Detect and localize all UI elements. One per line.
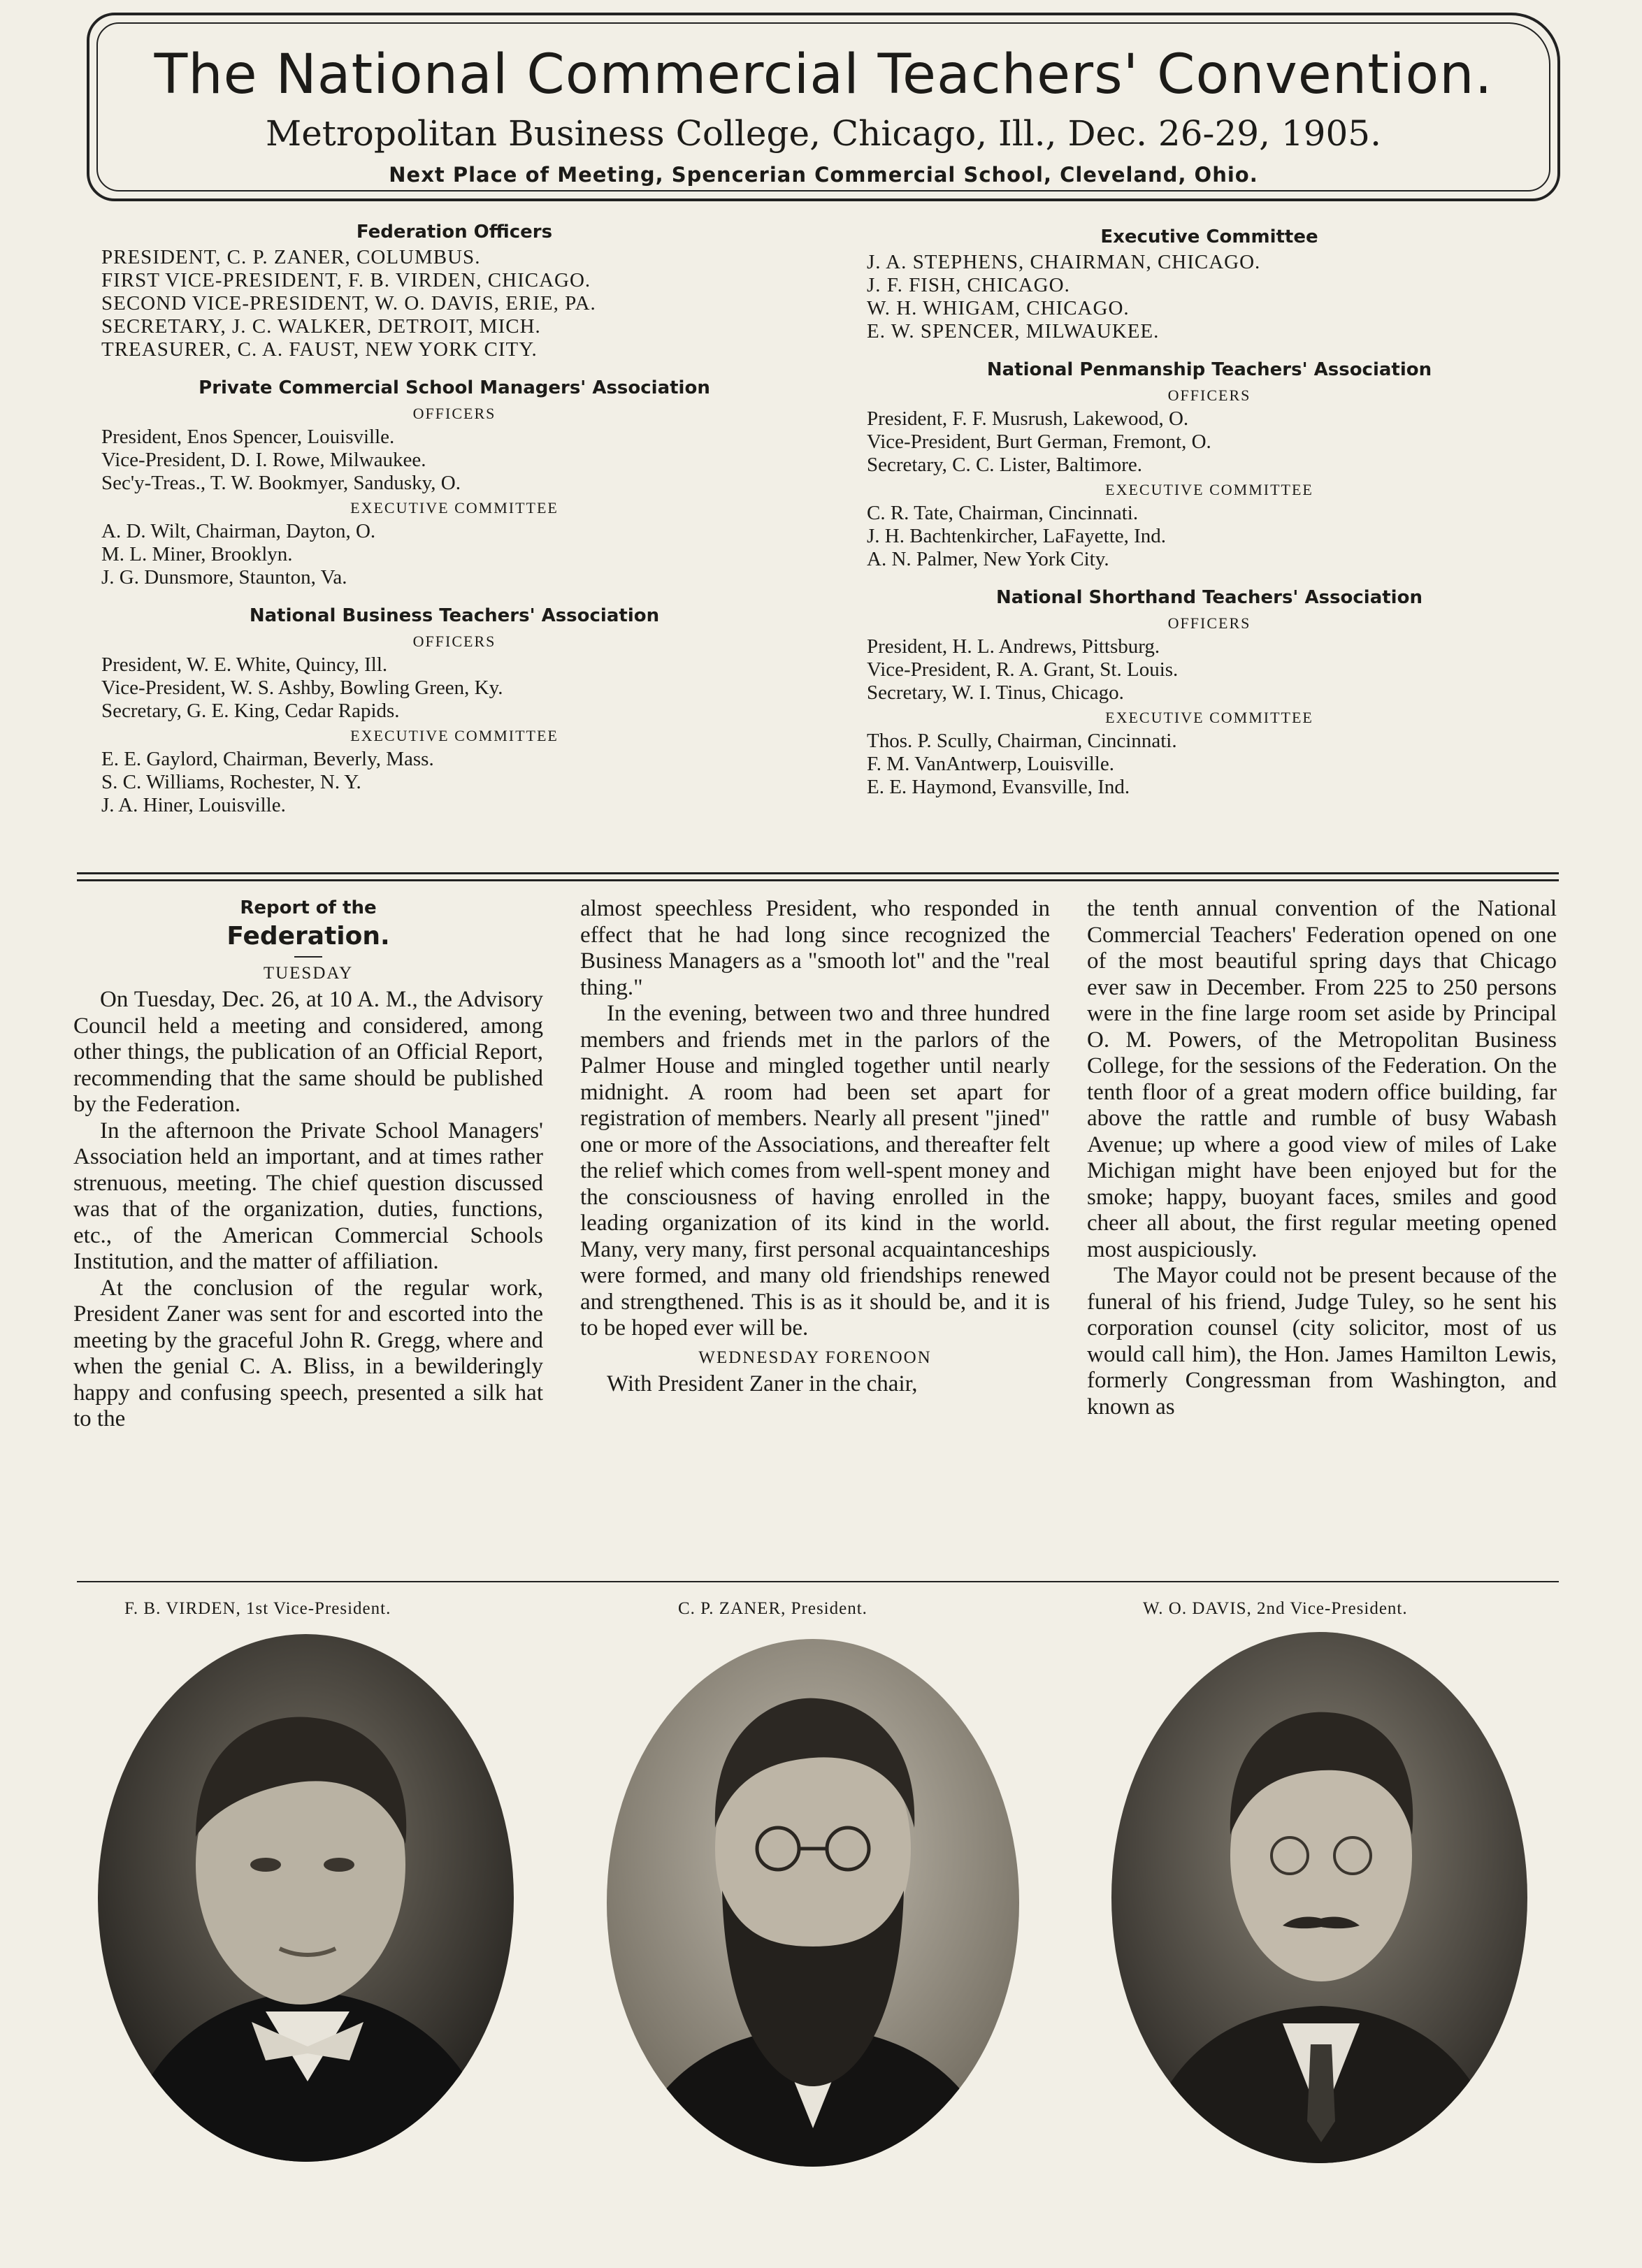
tuesday-subheading: TUESDAY	[263, 964, 354, 983]
list-item: S. C. Williams, Rochester, N. Y.	[101, 771, 361, 793]
list-item: SECRETARY, J. C. WALKER, DETROIT, MICH.	[101, 315, 541, 338]
list-item: Thos. P. Scully, Chairman, Cincinnati.	[867, 730, 1177, 752]
shorthand-teachers-heading: National Shorthand Teachers' Association	[996, 587, 1423, 608]
list-item: Vice-President, Burt German, Fremont, O.	[867, 431, 1211, 453]
list-item: J. H. Bachtenkircher, LaFayette, Ind.	[867, 525, 1167, 547]
portrait-divider	[77, 1581, 1559, 1582]
list-item: A. N. Palmer, New York City.	[867, 548, 1109, 570]
list-item: Vice-President, D. I. Rowe, Milwaukee.	[101, 449, 426, 471]
officers-right-column	[867, 220, 1552, 799]
paragraph: The Mayor could not be present because of the funeral of his friend, Judge Tuley, so he sent his corporation counsel (city solicitor, most of us would call him), the Hon. James Hamilton Lewis, formerly Congressman from Washington, and known as	[1087, 1263, 1557, 1420]
list-item: President, Enos Spencer, Louisville.	[101, 426, 395, 448]
executive-committee-list	[867, 251, 1552, 343]
list-item: TREASURER, C. A. FAUST, NEW YORK CITY.	[101, 338, 538, 361]
list-item: SECOND VICE-PRESIDENT, W. O. DAVIS, ERIE, PA.	[101, 292, 596, 315]
paragraph: In the afternoon the Private School Managers' Association held an important, and at times rather strenuous, meeting. The chief question discussed was that of the organization, duties, functions, etc., of the American Commercial Schools Institution, and the matter of affiliation.	[73, 1118, 543, 1274]
list-item: Secretary, G. E. King, Cedar Rapids.	[101, 700, 400, 722]
wednesday-subheading: WEDNESDAY FORENOON	[698, 1348, 932, 1367]
executive-committee-label: EXECUTIVE COMMITTEE	[1105, 709, 1313, 726]
list-item: President, W. E. White, Quincy, Ill.	[101, 653, 388, 676]
business-teachers-heading: National Business Teachers' Association	[249, 605, 660, 626]
list-item: Vice-President, R. A. Grant, St. Louis.	[867, 658, 1179, 681]
page-subtitle: Metropolitan Business College, Chicago, Ill., Dec. 26-29, 1905.	[266, 113, 1381, 154]
paragraph: the tenth annual convention of the National Commercial Teachers' Federation opened on one of the most beautiful spring days that Chicago ever saw in December. From 225 to 250 persons were in the fine large room set aside by Principal O. M. Powers, of the Metropolitan Business College, for the sessions of the Federation. On the tenth floor of a great modern office building, far above the rattle and rumble of busy Wabash Avenue; up where a good view of miles of Lake Michigan might have been enjoyed but for the smoke; happy, buoyant faces, smiles and good cheer all about, the first regular meeting opened most auspiciously.	[1087, 896, 1557, 1262]
officers-label: OFFICERS	[1167, 387, 1251, 404]
paragraph: On Tuesday, Dec. 26, at 10 A. M., the Advisory Council held a meeting and considered, among other things, the publication of an Official Report, recommending that the same should be published by the Federation.	[73, 987, 543, 1117]
report-column-2	[580, 896, 1050, 1397]
paragraph: In the evening, between two and three hundred members and friends met in the parlors of the Palmer House and mingled together until nearly midnight. A room had been set apart for registration of members. Nearly all present "jined" one or more of the Associations, and thereafter felt the relief which comes from well-spent money and the consciousness of having enrolled in the leading organization of its kind in the world. Many, very many, first personal acquaintanceships were formed, and many old friendships renewed and strengthened. This is as it should be, and it is to be hoped ever will be.	[580, 1001, 1050, 1341]
penmanship-teachers-heading: National Penmanship Teachers' Association	[986, 359, 1432, 380]
list-item: W. H. WHIGAM, CHICAGO.	[867, 297, 1130, 319]
list-item: J. F. FISH, CHICAGO.	[867, 274, 1070, 296]
list-item: PRESIDENT, C. P. ZANER, COLUMBUS.	[101, 246, 481, 268]
officers-left-column	[101, 215, 807, 817]
list-item: E. E. Gaylord, Chairman, Beverly, Mass.	[101, 748, 434, 770]
executive-committee-label: EXECUTIVE COMMITTEE	[350, 499, 559, 517]
portrait-davis-image	[1111, 1632, 1527, 2163]
report-column-3	[1087, 896, 1557, 1420]
federation-officers-list	[101, 246, 807, 361]
caption-zaner: C. P. ZANER, President.	[678, 1599, 867, 1618]
section-divider	[77, 872, 1559, 874]
federation-officers-heading: Federation Officers	[356, 222, 553, 243]
list-item: Vice-President, W. S. Ashby, Bowling Green, Ky.	[101, 677, 503, 699]
list-item: President, F. F. Musrush, Lakewood, O.	[867, 407, 1189, 430]
list-item: J. A. Hiner, Louisville.	[101, 794, 286, 816]
list-item: J. G. Dunsmore, Staunton, Va.	[101, 566, 347, 588]
list-item: C. R. Tate, Chairman, Cincinnati.	[867, 502, 1139, 524]
report-title: Federation.	[226, 922, 390, 951]
page-title: The National Commercial Teachers' Convention.	[154, 43, 1493, 106]
masthead-banner	[87, 13, 1560, 201]
list-item: Secretary, C. C. Lister, Baltimore.	[867, 454, 1142, 476]
portrait-virden-image	[98, 1634, 514, 2162]
list-item: E. E. Haymond, Evansville, Ind.	[867, 776, 1130, 798]
officers-label: OFFICERS	[412, 405, 496, 422]
paragraph: At the conclusion of the regular work, President Zaner was sent for and escorted into the meeting by the graceful John R. Gregg, where and when the genial C. A. Bliss, in a bewilderingly happy and confusing speech, presented a silk hat to the	[73, 1275, 543, 1431]
list-item: Sec'y-Treas., T. W. Bookmyer, Sandusky, O.	[101, 472, 461, 494]
list-item: J. A. STEPHENS, CHAIRMAN, CHICAGO.	[867, 251, 1261, 273]
list-item: F. M. VanAntwerp, Louisville.	[867, 753, 1114, 775]
list-item: A. D. Wilt, Chairman, Dayton, O.	[101, 520, 376, 542]
officers-label: OFFICERS	[1167, 614, 1251, 632]
list-item: E. W. SPENCER, MILWAUKEE.	[867, 320, 1160, 342]
executive-committee-label: EXECUTIVE COMMITTEE	[1105, 481, 1313, 498]
caption-davis: W. O. DAVIS, 2nd Vice-President.	[1143, 1599, 1408, 1618]
title-divider	[294, 956, 322, 958]
report-column-1	[73, 896, 543, 1433]
portrait-zaner-image	[607, 1639, 1019, 2167]
caption-virden: F. B. VIRDEN, 1st Vice-President.	[124, 1599, 391, 1618]
section-divider	[77, 879, 1559, 881]
list-item: President, H. L. Andrews, Pittsburg.	[867, 635, 1160, 658]
paragraph: almost speechless President, who responded in effect that he had long since recognized the Business Managers as a "smooth lot" and the "real thing."	[580, 896, 1050, 1000]
officers-label: OFFICERS	[412, 633, 496, 650]
private-managers-heading: Private Commercial School Managers' Association	[199, 377, 710, 398]
list-item: M. L. Miner, Brooklyn.	[101, 543, 293, 565]
list-item: FIRST VICE-PRESIDENT, F. B. VIRDEN, CHICAGO.	[101, 269, 591, 291]
executive-committee-label: EXECUTIVE COMMITTEE	[350, 727, 559, 744]
paragraph: With President Zaner in the chair,	[607, 1371, 918, 1396]
list-item: Secretary, W. I. Tinus, Chicago.	[867, 681, 1124, 704]
next-meeting-line: Next Place of Meeting, Spencerian Commercial School, Cleveland, Ohio.	[389, 163, 1258, 187]
report-heading: Report of the	[240, 897, 377, 918]
executive-committee-heading: Executive Committee	[1100, 226, 1318, 247]
